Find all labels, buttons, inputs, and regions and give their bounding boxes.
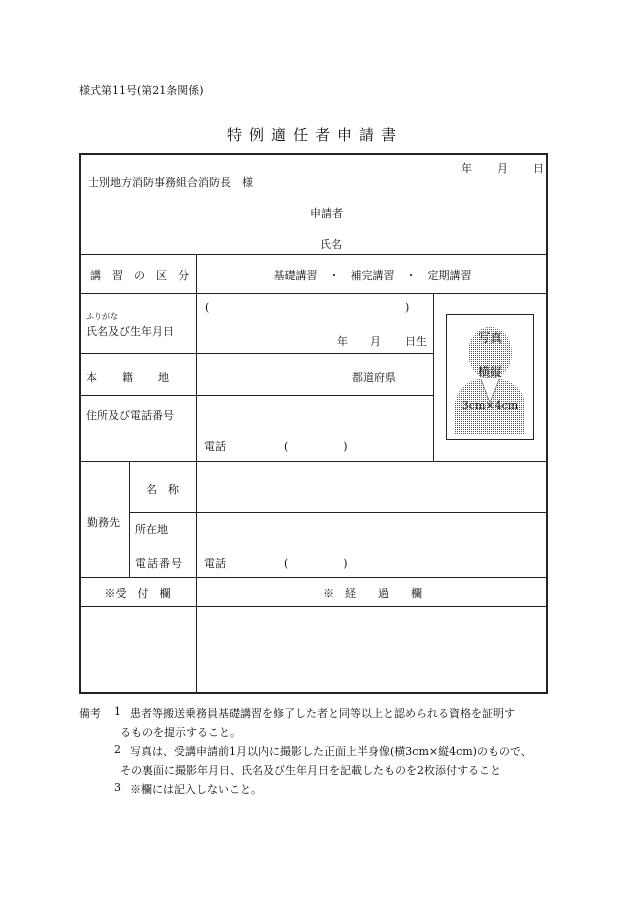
furigana-label: ふりがな xyxy=(86,312,118,321)
note-2-line-1: 写真は、受講申請前1月以内に撮影した正面上半身像(横3cm×縦4cm)のもので、 xyxy=(130,745,532,758)
address-phone-label: 住所及び電話番号 xyxy=(86,409,174,422)
work-location-label: 所在地 xyxy=(135,523,168,536)
row-divider xyxy=(79,254,548,255)
row-divider xyxy=(79,606,548,607)
reception-label: ※受 付 欄 xyxy=(104,587,171,600)
work-name-label: 名 称 xyxy=(146,483,179,496)
applicant-label: 申請者 xyxy=(310,207,343,220)
work-label: 勤務先 xyxy=(87,516,120,529)
column-divider xyxy=(129,461,130,577)
photo-label-2: 横縦 xyxy=(477,365,502,379)
row-divider xyxy=(129,512,548,513)
note-2-number: 2 xyxy=(114,743,121,756)
date-year-label: 年 xyxy=(461,162,472,175)
addressee: 士別地方消防事務組合消防長 様 xyxy=(88,176,253,189)
work-tel-paren: ( ) xyxy=(284,557,348,570)
furigana-paren-open: ( xyxy=(205,301,210,314)
note-3-number: 3 xyxy=(114,781,121,794)
tel-paren: ( ) xyxy=(284,440,348,453)
page-title: 特例適任者申請書 xyxy=(226,126,403,144)
form-number: 様式第11号(第21条関係) xyxy=(79,84,204,97)
column-divider xyxy=(433,293,434,461)
row-divider xyxy=(79,293,548,294)
photo-label-1: 写真 xyxy=(477,331,502,345)
course-options[interactable]: 基礎講習 ・ 補完講習 ・ 定期講習 xyxy=(273,269,472,282)
row-divider xyxy=(79,395,433,396)
furigana-paren-close: ) xyxy=(405,301,410,314)
course-label: 講 習 の 区 分 xyxy=(90,269,189,282)
work-tel-label: 電話 xyxy=(204,557,226,570)
date-day-label: 日 xyxy=(533,162,544,175)
note-3-line-1: ※欄には記入しないこと。 xyxy=(130,783,262,796)
photo-size-label: 3cm×4cm xyxy=(461,399,519,412)
note-1-number: 1 xyxy=(114,705,121,718)
notes-heading: 備考 xyxy=(79,707,101,720)
row-divider xyxy=(79,461,548,462)
column-divider xyxy=(196,254,197,693)
tel-label: 電話 xyxy=(204,440,226,453)
row-divider xyxy=(79,577,548,578)
honseki-label: 本 籍 地 xyxy=(86,371,170,384)
date-month-label: 月 xyxy=(497,162,508,175)
applicant-name-label: 氏名 xyxy=(320,238,342,251)
birth-month-label: 月 xyxy=(370,335,381,348)
prefecture-label: 都道府県 xyxy=(352,371,396,384)
work-phone-label: 電話番号 xyxy=(135,557,183,570)
birth-year-label: 年 xyxy=(337,335,348,348)
birth-day-label: 日生 xyxy=(405,335,427,348)
note-1-line-2: るものを提示すること。 xyxy=(120,726,241,739)
progress-label: ※ 経 過 欄 xyxy=(323,587,422,600)
photo-box xyxy=(446,314,534,440)
note-2-line-2: その裏面に撮影年月日、氏名及び生年月日を記載したものを2枚添付すること xyxy=(120,764,501,777)
name-birth-label: 氏名及び生年月日 xyxy=(86,325,174,338)
note-1-line-1: 患者等搬送乗務員基礎講習を修了した者と同等以上と認められる資格を証明す xyxy=(130,707,515,720)
row-divider xyxy=(79,353,433,354)
